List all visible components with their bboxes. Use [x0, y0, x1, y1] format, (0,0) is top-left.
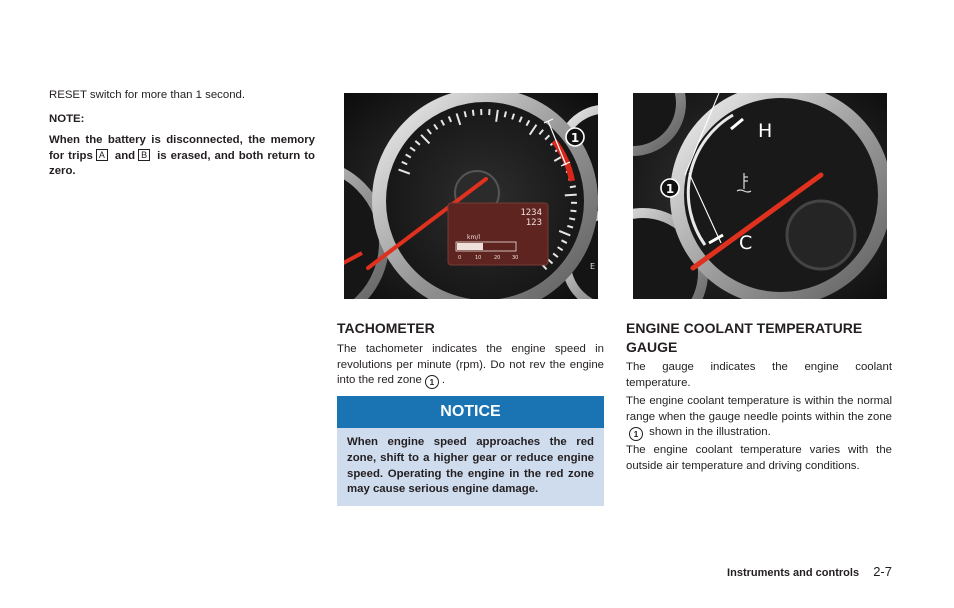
tachometer-callout-1: 1 — [570, 131, 580, 145]
scale-label-20: 20 — [494, 255, 501, 261]
note-and: and — [114, 149, 136, 162]
coolant-para-1: The gauge indicates the engine coolant temperature. — [626, 361, 892, 389]
fuel-economy-unit: km/l — [467, 234, 481, 241]
scale-label-0: 0 — [458, 255, 462, 261]
coolant-para-2b: shown in the illustration. — [649, 426, 771, 439]
coolant-para-2 — [626, 394, 892, 441]
coolant-heading: ENGINE COOLANT TEMPERATURE GAUGE — [626, 320, 863, 355]
tachometer-body-end: . — [441, 374, 446, 387]
tachometer-tick — [473, 110, 474, 116]
note-text-1: When the battery is disconnected, the memory for trips — [49, 134, 315, 162]
page-number: 2-7 — [873, 564, 892, 579]
coolant-callout-1: 1 — [665, 182, 675, 196]
scale-label-30: 30 — [512, 255, 519, 261]
tachometer-body-text: The tachometer indicates the engine speed in revolutions per minute (rpm). Do not rev the engine into the red zone — [337, 343, 604, 387]
odometer-readout: 1234 — [520, 208, 542, 218]
note-text — [49, 133, 315, 180]
tachometer-tick — [570, 186, 576, 187]
tachometer-tick — [565, 195, 577, 196]
cold-label: C — [739, 232, 753, 254]
footer-section: Instruments and controls — [727, 567, 860, 579]
tachometer-tick — [569, 218, 575, 219]
tachometer-illustration — [344, 93, 598, 299]
note-text-2: is erased, and both return to zero. — [49, 149, 315, 178]
coolant-para-2a: The engine coolant temperature is within the normal range when the gauge needle points within the zone — [626, 395, 892, 423]
notice-text: When engine speed approaches the red zone, shift to a higher gear or reduce engine speed. Operating the engine in the red zone may cause serious engine damage. — [337, 428, 604, 506]
hot-label: H — [758, 120, 773, 142]
tachometer-tick — [465, 111, 466, 117]
tachometer-body — [337, 342, 604, 389]
note-label: NOTE: — [49, 113, 85, 125]
normal-zone-callout: 1 — [629, 427, 643, 441]
fuel-empty-mark: E — [590, 262, 596, 271]
notice-title: NOTICE — [337, 396, 604, 428]
coolant-figure — [633, 93, 887, 299]
tachometer-tick — [570, 211, 576, 212]
tachometer-figure — [344, 93, 598, 299]
page-footer — [727, 564, 892, 579]
coolant-para-3: The engine coolant temperature varies with the outside air temperature and driving conditions. — [626, 444, 892, 472]
trip-readout: 123 — [525, 218, 542, 228]
trip-a-badge: A — [96, 149, 108, 161]
red-zone-callout: 1 — [425, 375, 439, 389]
tachometer-tick — [505, 111, 506, 117]
trip-b-badge: B — [138, 149, 150, 161]
coolant-gauge-illustration — [633, 93, 887, 299]
scale-label-10: 10 — [475, 255, 482, 261]
notice-box — [337, 396, 604, 506]
tachometer-heading: TACHOMETER — [337, 320, 435, 336]
intro-text: RESET switch for more than 1 second. — [49, 89, 246, 101]
